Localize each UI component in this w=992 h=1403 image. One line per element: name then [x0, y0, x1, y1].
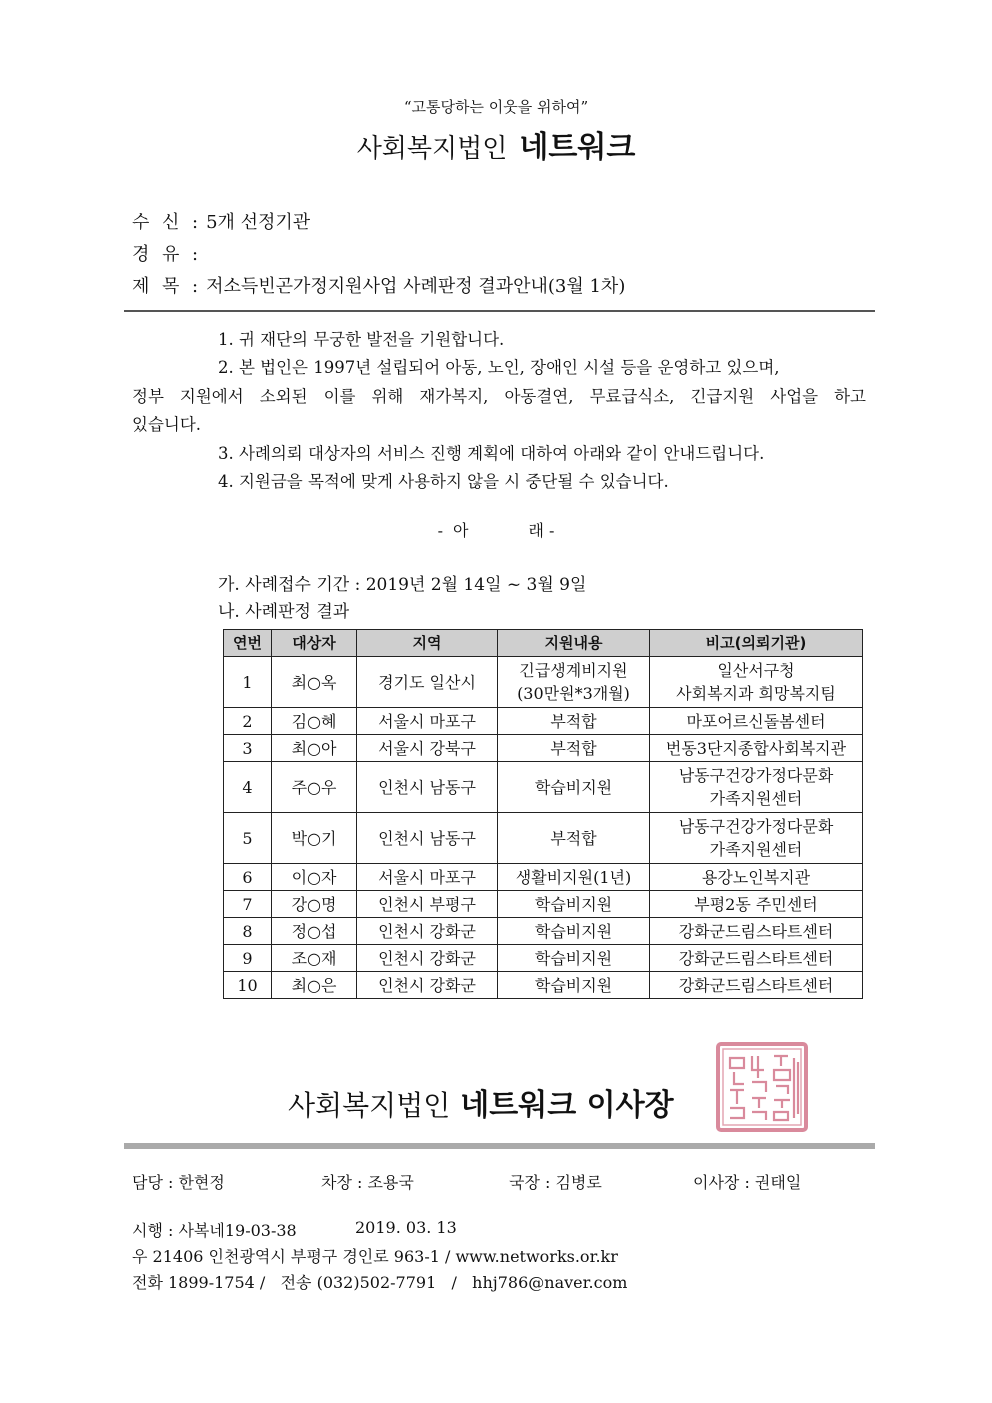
via-label-2: 유	[162, 244, 180, 265]
table-row	[224, 813, 863, 864]
cell-note	[650, 972, 863, 999]
via-label-1: 경	[132, 244, 150, 265]
approval-chairman: 이사장 : 권태일	[693, 1173, 802, 1192]
cell-name: 정○섭	[272, 918, 357, 945]
address-line: 우 21406 인천광역시 부평구 경인로 963-1 / www.networks.or.kr	[132, 1247, 618, 1266]
cell-support	[498, 762, 650, 813]
header-support: 지원내용	[498, 630, 650, 657]
subject-line: 제 목 : 저소득빈곤가정지원사업 사례판정 결과안내(3월 1차)	[132, 272, 625, 298]
cell-note	[650, 945, 863, 972]
cell-note	[650, 762, 863, 813]
subject-label-2: 목	[162, 276, 180, 297]
cell-region: 서울시 강북구	[357, 735, 498, 762]
arae-char-1: 아	[452, 521, 469, 540]
cell-region: 서울시 마포구	[357, 864, 498, 891]
recipient-label-1: 수	[132, 212, 150, 233]
paragraph-3: 3. 사례의뢰 대상자의 서비스 진행 계획에 대하여 아래와 같이 안내드립니다.	[218, 444, 765, 463]
cell-support	[498, 945, 650, 972]
cell-name: 이○자	[272, 864, 357, 891]
cell-no: 10	[224, 972, 272, 999]
cell-support	[498, 891, 650, 918]
arae-dash-right: -	[549, 521, 555, 540]
cell-no: 7	[224, 891, 272, 918]
recipient-label-2: 신	[162, 212, 180, 233]
results-table	[223, 629, 863, 999]
table-row	[224, 708, 863, 735]
cell-note-line: 가족지원센터	[709, 840, 803, 859]
table-header-row	[224, 630, 863, 657]
arae-dash-left: -	[437, 521, 443, 540]
cell-note-line: 용강노인복지관	[701, 867, 811, 887]
cell-note-line: 부평2동 주민센터	[694, 894, 818, 914]
cell-support-line: 학습비지원	[534, 975, 613, 995]
paragraph-4: 4. 지원금을 목적에 맞게 사용하지 않을 시 중단될 수 있습니다.	[218, 472, 669, 491]
subject-label-1: 제	[132, 276, 150, 297]
divider-top	[124, 310, 875, 312]
cell-support	[498, 813, 650, 864]
paragraph-2-line-3: 있습니다.	[132, 415, 202, 434]
cell-support-line: 부적합	[550, 738, 597, 758]
cell-region: 인천시 부평구	[357, 891, 498, 918]
cell-name: 강○명	[272, 891, 357, 918]
cell-name: 박○기	[272, 813, 357, 864]
official-seal-stamp	[714, 1038, 810, 1134]
cell-name: 주○우	[272, 762, 357, 813]
cell-support	[498, 864, 650, 891]
subject-value: 저소득빈곤가정지원사업 사례판정 결과안내(3월 1차)	[206, 276, 626, 297]
cell-name: 최○아	[272, 735, 357, 762]
divider-bottom	[124, 1143, 875, 1149]
cell-no: 5	[224, 813, 272, 864]
recipient-value: 5개 선정기관	[206, 212, 311, 233]
org-name: 네트워크	[519, 130, 636, 165]
cell-no: 1	[224, 657, 272, 708]
header-region: 지역	[357, 630, 498, 657]
cell-note-line: 강화군드림스타트센터	[678, 948, 834, 968]
cell-no: 8	[224, 918, 272, 945]
table-row	[224, 864, 863, 891]
cell-note-line: 강화군드림스타트센터	[678, 921, 834, 941]
cell-note-line: 남동구건강가정다문화	[678, 817, 834, 836]
arae-char-2: 래	[528, 521, 544, 540]
cell-region: 인천시 강화군	[357, 972, 498, 999]
approval-director: 국장 : 김병로	[509, 1173, 602, 1192]
cell-name: 최○은	[272, 972, 357, 999]
org-prefix: 사회복지법인	[356, 134, 508, 164]
cell-support	[498, 708, 650, 735]
approval-deputy: 차장 : 조용국	[321, 1173, 414, 1192]
paragraph-2-line-1: 2. 본 법인은 1997년 설립되어 아동, 노인, 장애인 시설 등을 운영하고 있으며,	[218, 358, 780, 377]
doc-date: 2019. 03. 13	[355, 1218, 457, 1237]
header-note: 비고(의뢰기관)	[650, 630, 863, 657]
cell-note	[650, 918, 863, 945]
cell-support	[498, 735, 650, 762]
cell-note-line: 남동구건강가정다문화	[678, 766, 834, 785]
cell-note	[650, 657, 863, 708]
cell-region: 인천시 강화군	[357, 918, 498, 945]
cell-support-line: 학습비지원	[534, 948, 613, 968]
cell-region: 인천시 남동구	[357, 813, 498, 864]
cell-note	[650, 864, 863, 891]
table-row	[224, 891, 863, 918]
doc-number: 시행 : 사복네19-03-38	[132, 1221, 297, 1240]
cell-region: 인천시 남동구	[357, 762, 498, 813]
cell-no: 4	[224, 762, 272, 813]
org-title	[0, 122, 992, 166]
signature-prefix: 사회복지법인	[288, 1089, 451, 1122]
table-row	[224, 735, 863, 762]
cell-support-line: (30만원*3개월)	[517, 684, 630, 703]
paragraph-2-line-2: 정부 지원에서 소외된 이를 위해 재가복지, 아동결연, 무료급식소, 긴급지원 사업을 하고	[132, 387, 866, 406]
via-line: 경 유 :	[132, 240, 206, 266]
table-row	[224, 972, 863, 999]
table-row	[224, 657, 863, 708]
cell-support	[498, 972, 650, 999]
cell-support-line: 긴급생계비지원	[519, 661, 628, 680]
cell-region: 서울시 마포구	[357, 708, 498, 735]
cell-note	[650, 735, 863, 762]
motto: “고통당하는 이웃을 위하여”	[403, 98, 589, 116]
cell-note-line: 가족지원센터	[709, 789, 803, 808]
cell-region: 인천시 강화군	[357, 945, 498, 972]
cell-support-line: 학습비지원	[534, 894, 613, 914]
section-a: 가. 사례접수 기간 : 2019년 2월 14일 ~ 3월 9일	[218, 575, 587, 595]
approval-manager: 담당 : 한현정	[132, 1173, 225, 1192]
cell-note-line: 사회복지과 희망복지팀	[676, 684, 836, 703]
contact-line: 전화 1899-1754 / 전송 (032)502-7791 / hhj786@naver.com	[132, 1273, 628, 1292]
signature-line	[288, 1080, 674, 1124]
cell-name: 조○재	[272, 945, 357, 972]
cell-support-line: 생활비지원(1년)	[515, 867, 632, 887]
cell-note-line: 번동3단지종합사회복지관	[665, 738, 847, 758]
cell-name: 김○혜	[272, 708, 357, 735]
cell-note-line: 일산서구청	[717, 661, 795, 680]
arae-heading	[0, 518, 992, 541]
cell-support-line: 학습비지원	[534, 777, 613, 797]
cell-note	[650, 813, 863, 864]
cell-no: 2	[224, 708, 272, 735]
header-name: 대상자	[272, 630, 357, 657]
table-row	[224, 945, 863, 972]
cell-note	[650, 891, 863, 918]
table-row	[224, 762, 863, 813]
cell-note-line: 강화군드림스타트센터	[678, 975, 834, 995]
header-no: 연번	[224, 630, 272, 657]
cell-region: 경기도 일산시	[357, 657, 498, 708]
cell-note	[650, 708, 863, 735]
cell-support-line: 학습비지원	[534, 921, 613, 941]
cell-no: 6	[224, 864, 272, 891]
signature-name: 네트워크 이사장	[460, 1088, 674, 1123]
cell-support-line: 부적합	[550, 711, 597, 731]
cell-support	[498, 657, 650, 708]
cell-support-line: 부적합	[550, 828, 597, 848]
cell-no: 3	[224, 735, 272, 762]
cell-name: 최○옥	[272, 657, 357, 708]
section-b: 나. 사례판정 결과	[218, 602, 350, 622]
cell-note-line: 마포어르신돌봄센터	[686, 711, 826, 731]
paragraph-1: 1. 귀 재단의 무궁한 발전을 기원합니다.	[218, 330, 505, 349]
recipient-line: 수 신 : 5개 선정기관	[132, 208, 310, 234]
cell-no: 9	[224, 945, 272, 972]
cell-support	[498, 918, 650, 945]
table-row	[224, 918, 863, 945]
